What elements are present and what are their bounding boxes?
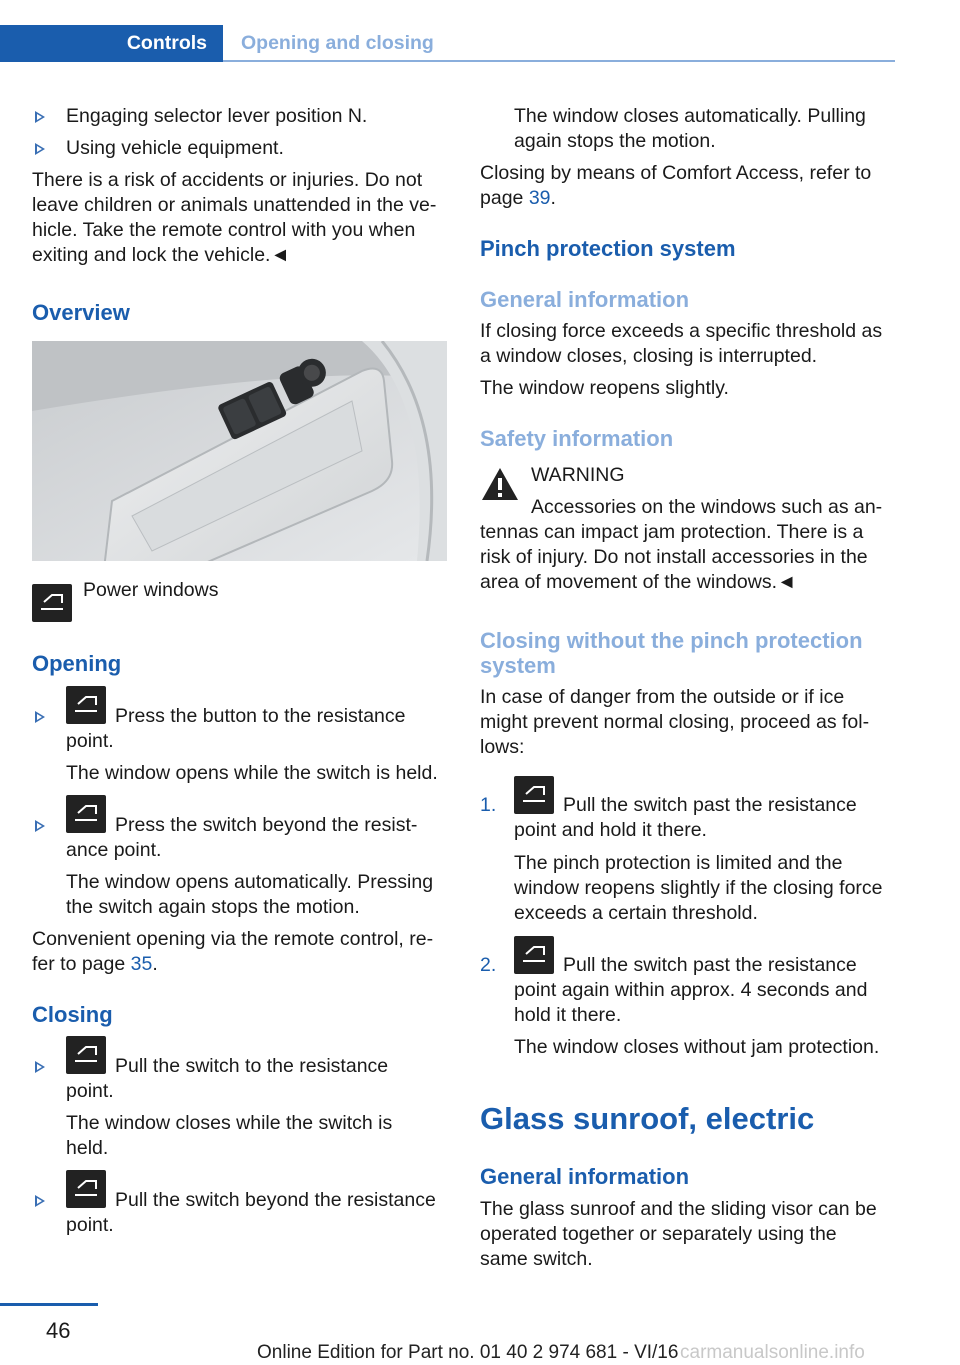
power-window-icon <box>32 584 72 622</box>
watermark: carmanualsonline.info <box>680 1342 865 1363</box>
general-heading: General information <box>480 287 690 312</box>
item-text: Pull the switch to the resistance <box>115 1055 389 1077</box>
item-text: point. <box>66 1214 114 1236</box>
convenient-line: Convenient opening via the remote control, re- <box>32 928 434 950</box>
comfort-line: Closing by means of Comfort Access, refer to <box>480 162 872 184</box>
warning-line: hicle. Take the remote control with you when <box>32 219 416 241</box>
page-number: 46 <box>46 1318 71 1343</box>
warning-line: leave children or animals unattended in the ve- <box>32 194 437 216</box>
warning-line: exiting and lock the vehicle.◄ <box>32 244 290 266</box>
pull-switch-icon <box>514 776 554 814</box>
item-text: ance point. <box>66 839 162 861</box>
without-pinch-heading: Closing without the pinch protection <box>480 628 863 653</box>
chapter-tab[interactable] <box>0 25 223 62</box>
chapter-label: Controls <box>126 32 207 54</box>
opening-heading: Opening <box>32 651 122 676</box>
overview-heading: Overview <box>32 300 130 325</box>
comfort-line <box>480 186 556 211</box>
close-switch-icon <box>66 1036 106 1074</box>
item-text: Pull the switch beyond the resistance <box>115 1189 436 1211</box>
warning-text: area of movement of the windows.◄ <box>480 571 797 593</box>
door-panel-photo <box>32 341 447 561</box>
item-text: point. <box>66 730 114 752</box>
general-text: If closing force exceeds a specific threshold as <box>480 320 883 342</box>
item-subtext: held. <box>66 1137 109 1159</box>
general-text: a window closes, closing is interrupted. <box>480 345 818 367</box>
bullet-icon <box>35 711 45 723</box>
pull-switch-icon <box>514 936 554 974</box>
step-number: 2. <box>480 954 497 976</box>
pinch-heading: Pinch protection system <box>480 236 736 261</box>
page-link-39[interactable]: 39 <box>528 187 551 209</box>
warning-text: tennas can impact jam protection. There is a <box>480 521 864 543</box>
step-text: point and hold it there. <box>514 819 707 841</box>
reopens-text: The window reopens slightly. <box>480 377 729 399</box>
step-text: hold it there. <box>514 1004 622 1026</box>
warning-triangle-icon <box>480 464 520 504</box>
bullet-text: Using vehicle equipment. <box>66 137 284 159</box>
safety-heading: Safety information <box>480 426 674 451</box>
bullet-icon <box>35 1195 45 1207</box>
convenient-prefix: fer to page <box>32 953 131 975</box>
bullet-icon <box>35 143 45 155</box>
danger-text: might prevent normal closing, proceed as fol- <box>480 711 870 733</box>
sunroof-text: same switch. <box>480 1248 593 1270</box>
item-subtext: The window closes while the switch is <box>66 1112 393 1134</box>
comfort-prefix: page <box>480 187 529 209</box>
bullet-text: Engaging selector lever position N. <box>66 105 368 127</box>
closing-heading: Closing <box>32 1002 113 1027</box>
item-subtext: The window opens while the switch is held. <box>66 762 438 784</box>
open-auto-switch-icon <box>66 795 106 833</box>
step-text: Pull the switch past the resistance <box>563 794 857 816</box>
bullet-icon <box>35 111 45 123</box>
step-subtext: The window closes without jam protection. <box>514 1036 880 1058</box>
comfort-suffix: . <box>550 187 556 209</box>
open-switch-icon <box>66 686 106 724</box>
footer-rule <box>0 1303 98 1306</box>
continued-text: The window closes automatically. Pulling <box>514 105 866 127</box>
step-subtext: The pinch protection is limited and the <box>514 852 843 874</box>
item-subtext: the switch again stops the motion. <box>66 896 360 918</box>
section-title: Opening and closing <box>241 32 434 54</box>
sunroof-general-heading: General information <box>480 1164 690 1189</box>
sunroof-text: operated together or separately using the <box>480 1223 837 1245</box>
step-subtext: window reopens slightly if the closing force <box>514 877 883 899</box>
danger-text: lows: <box>480 736 525 758</box>
sunroof-heading: Glass sunroof, electric <box>480 1101 815 1136</box>
step-subtext: exceeds a certain threshold. <box>514 902 758 924</box>
edition-text: Online Edition for Part no. 01 40 2 974 681 - VI/16 <box>257 1342 679 1363</box>
step-number: 1. <box>480 794 497 816</box>
icon-caption: Power windows <box>83 579 219 601</box>
bullet-icon <box>35 820 45 832</box>
item-subtext: The window opens automatically. Pressing <box>66 871 434 893</box>
item-text: point. <box>66 1080 114 1102</box>
sunroof-text: The glass sunroof and the sliding visor can be <box>480 1198 877 1220</box>
page-link-35[interactable]: 35 <box>130 953 153 975</box>
bullet-icon <box>35 1061 45 1073</box>
convenient-line <box>32 952 158 977</box>
warning-text: Accessories on the windows such as an- <box>531 496 883 518</box>
warning-line: There is a risk of accidents or injuries. Do not <box>32 169 423 191</box>
step-text: Pull the switch past the resistance <box>563 954 857 976</box>
convenient-suffix: . <box>152 953 158 975</box>
close-auto-switch-icon <box>66 1170 106 1208</box>
warning-text: risk of injury. Do not install accessories in the <box>480 546 868 568</box>
danger-text: In case of danger from the outside or if ice <box>480 686 845 708</box>
step-text: point again within approx. 4 seconds and <box>514 979 868 1001</box>
continued-text: again stops the motion. <box>514 130 716 152</box>
without-pinch-heading: system <box>480 653 556 678</box>
header-rule <box>223 60 895 62</box>
item-text: Press the button to the resistance <box>115 705 406 727</box>
warning-label: WARNING <box>531 464 625 486</box>
item-text: Press the switch beyond the resist- <box>115 814 418 836</box>
